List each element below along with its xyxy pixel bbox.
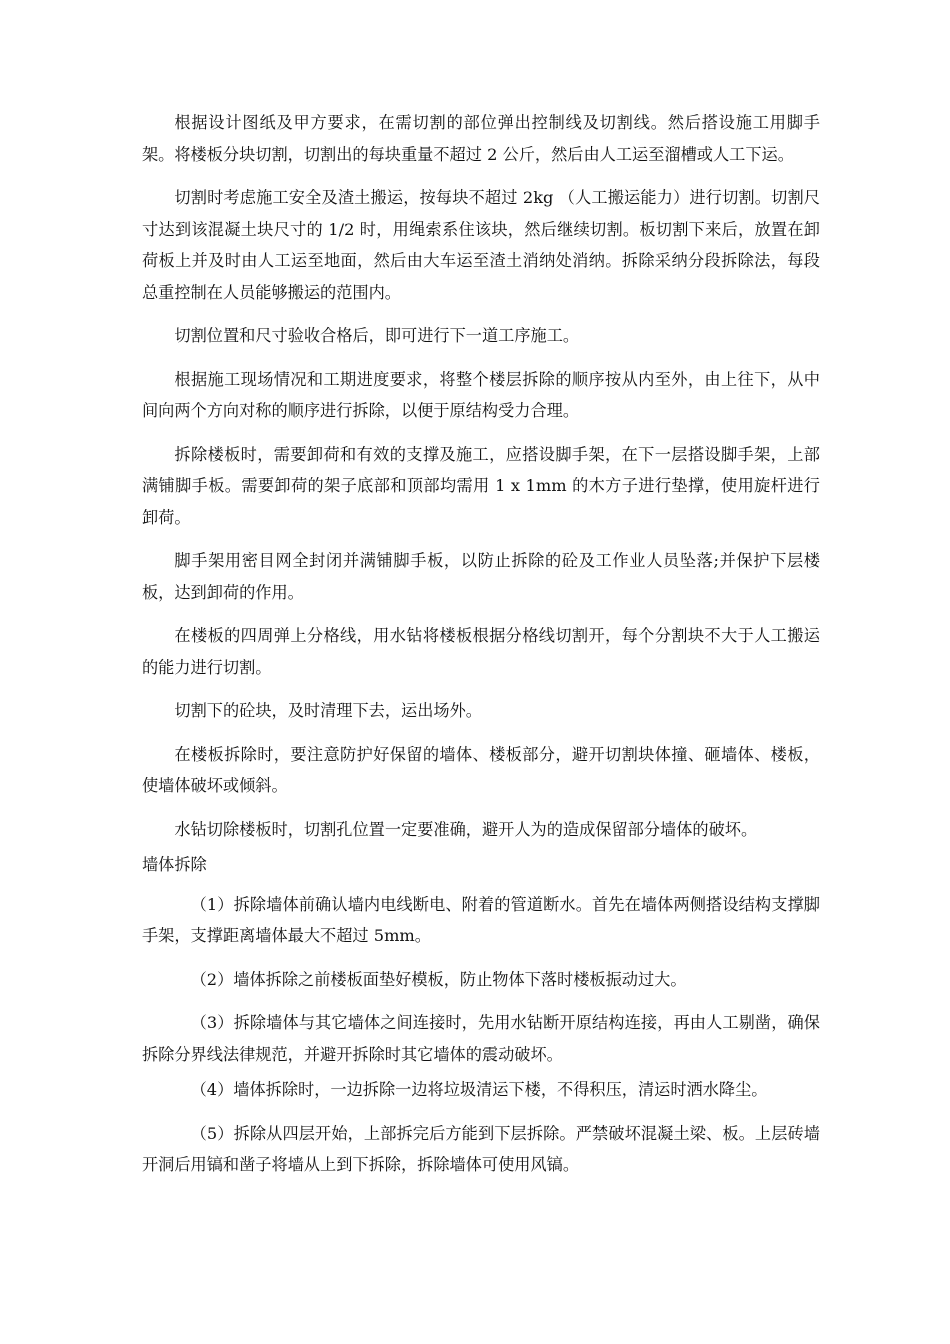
paragraph-demolition-order: 根据施工现场情况和工期进度要求，将整个楼层拆除的顺序按从内至外，由上往下，从中间向两个方向对称的顺序进行拆除，以便于原结构受力合理。 <box>142 369 820 420</box>
document-body <box>142 107 820 1193</box>
list-item-wall-4: （4）墙体拆除时，一边拆除一边将垃圾清运下楼，不得积压，清运时洒水降尘。 <box>190 1080 768 1099</box>
paragraph-cutting-safety: 切割时考虑施工安全及渣土搬运，按每块不超过 2kg （人工搬运能力）进行切割。切割尺寸达到该混凝土块尺寸的 1/2 时，用绳索系住该块，然后继续切割。板切割下来后，放置在卸荷板上并及时由人工运至地面，然后由大车运至渣土消纳处消纳。拆除采纳分段拆除法，每段总重控制在人员能够搬运的范围内。 <box>142 188 820 302</box>
paragraph-drill-accuracy: 水钻切除楼板时，切割孔位置一定要准确，避开人为的造成保留部分墙体的破坏。 <box>174 819 758 839</box>
paragraph-debris-removal: 切割下的砼块，及时清理下去，运出场外。 <box>174 701 482 720</box>
list-item-wall-1: （1）拆除墙体前确认墙内电线断电、附着的管道断水。首先在墙体两侧搭设结构支撑脚手架，支撑距离墙体最大不超过 5mm。 <box>142 894 820 945</box>
list-item-wall-3: （3）拆除墙体与其它墙体之间连接时，先用水钻断开原结构连接，再由人工剔凿，确保拆除分界线法律规范，并避开拆除时其它墙体的震动破坏。 <box>142 1013 820 1064</box>
paragraph-grid-lines: 在楼板的四周弹上分格线，用水钻将楼板根据分格线切割开，每个分割块不大于人工搬运的能力进行切割。 <box>142 626 820 677</box>
paragraph-unloading-support: 拆除楼板时，需要卸荷和有效的支撑及施工，应搭设脚手架，在下一层搭设脚手架，上部满铺脚手板。需要卸荷的架子底部和顶部均需用 1 x 1mm 的木方子进行垫撑，使用旋杆进行卸荷。 <box>142 444 820 527</box>
paragraph-scaffold-net: 脚手架用密目网全封闭并满铺脚手板，以防止拆除的砼及工作业人员坠落;并保护下层楼板，达到卸荷的作用。 <box>142 551 820 602</box>
paragraph-cutting-plan: 根据设计图纸及甲方要求，在需切割的部位弹出控制线及切割线。然后搭设施工用脚手架。将楼板分块切割，切割出的每块重量不超过 2 公斤，然后由人工运至溜槽或人工下运。 <box>142 113 820 164</box>
paragraph-protection: 在楼板拆除时，要注意防护好保留的墙体、楼板部分，避开切割块体撞、砸墙体、楼板，使墙体破坏或倾斜。 <box>142 744 820 795</box>
paragraph-acceptance: 切割位置和尺寸验收合格后，即可进行下一道工序施工。 <box>174 326 580 345</box>
list-item-wall-5: （5）拆除从四层开始，上部拆完后方能到下层拆除。严禁破坏混凝土梁、板。上层砖墙开洞后用镐和凿子将墙从上到下拆除，拆除墙体可使用风镐。 <box>142 1123 820 1174</box>
section-heading-wall-demolition: 墙体拆除 <box>142 855 207 874</box>
list-item-wall-2: （2）墙体拆除之前楼板面垫好模板，防止物体下落时楼板振动过大。 <box>190 969 687 989</box>
